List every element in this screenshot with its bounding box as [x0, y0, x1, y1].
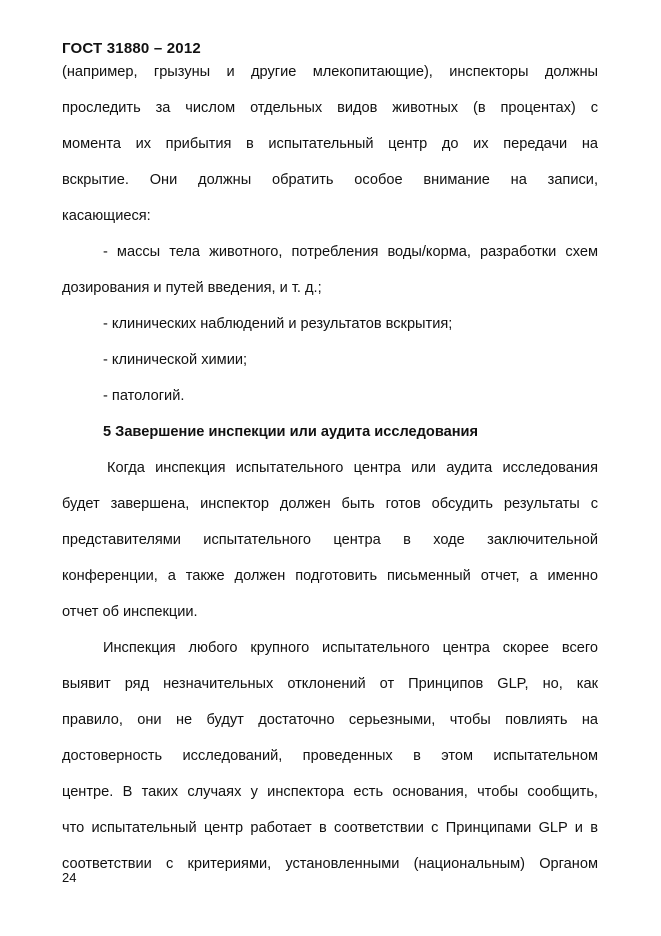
text-line: Когда инспекция испытательного центра или аудита исследования: [107, 460, 598, 476]
text-line: соответствии с критериями, установленными (национальным) Органом: [62, 856, 598, 872]
text-line: касающиеся:: [62, 208, 151, 224]
document-header: ГОСТ 31880 – 2012: [62, 40, 201, 57]
text-line: достоверность исследований, проведенных в этом испытательном: [62, 748, 598, 764]
text-line: момента их прибытия в испытательный центр до их передачи на: [62, 136, 598, 152]
list-item: - массы тела животного, потребления воды/корма, разработки схем: [103, 244, 598, 260]
text-line: (например, грызуны и другие млекопитающие), инспекторы должны: [62, 64, 598, 80]
text-line: вскрытие. Они должны обратить особое внимание на записи,: [62, 172, 598, 188]
text-line: конференции, а также должен подготовить письменный отчет, а именно: [62, 568, 598, 584]
text-line: выявит ряд незначительных отклонений от Принципов GLP, но, как: [62, 676, 598, 692]
list-item: - патологий.: [103, 388, 185, 404]
section-heading: 5 Завершение инспекции или аудита исследования: [103, 424, 479, 440]
text-line: дозирования и путей введения, и т. д.;: [62, 280, 322, 296]
text-line: центре. В таких случаях у инспектора есть основания, чтобы сообщить,: [62, 784, 598, 800]
text-line: правило, они не будут достаточно серьезными, чтобы повлиять на: [62, 712, 598, 728]
text-line: отчет об инспекции.: [62, 604, 198, 620]
text-line: представителями испытательного центра в ходе заключительной: [62, 532, 598, 548]
list-item: - клинических наблюдений и результатов вскрытия;: [103, 316, 453, 332]
text-line: проследить за числом отдельных видов животных (в процентах) с: [62, 100, 598, 116]
text-line: что испытательный центр работает в соответствии с Принципами GLP и в: [62, 820, 598, 836]
list-item: - клинической химии;: [103, 352, 248, 368]
text-line: будет завершена, инспектор должен быть готов обсудить результаты с: [62, 496, 598, 512]
text-line: Инспекция любого крупного испытательного центра скорее всего: [103, 640, 598, 656]
page-number: 24: [62, 870, 77, 885]
